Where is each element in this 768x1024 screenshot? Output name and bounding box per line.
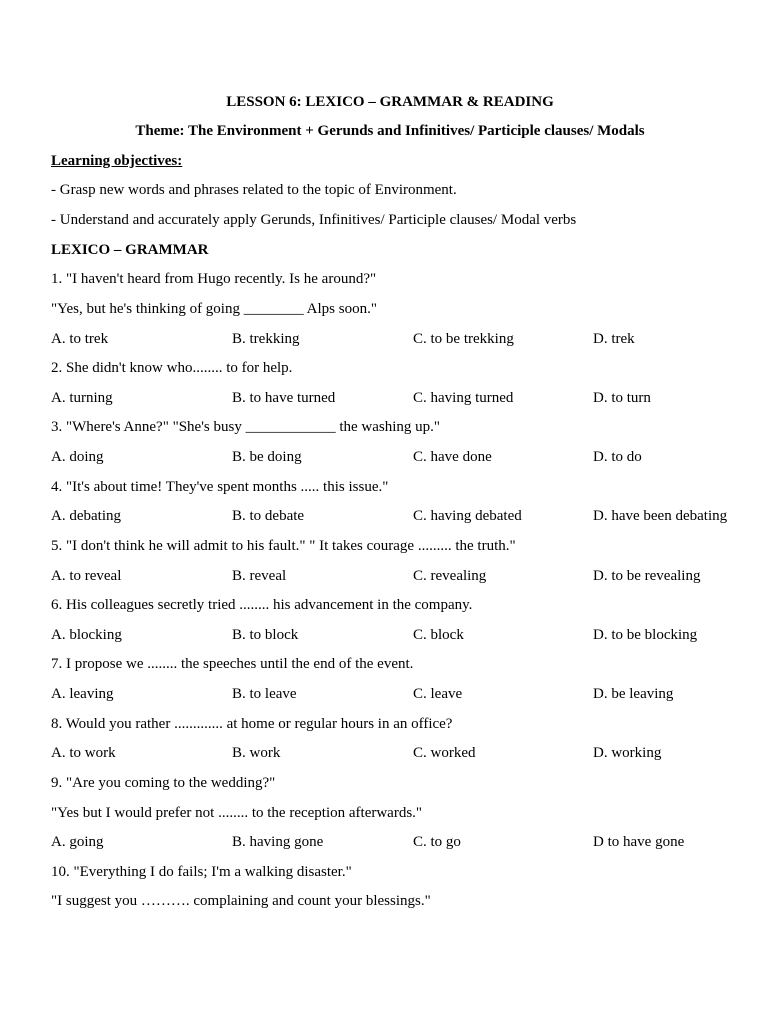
theme-line: Theme: The Environment + Gerunds and Infinitives/ Participle clauses/ Modals: [135, 123, 645, 139]
option-d: D. have been debating: [593, 508, 728, 524]
question-1-stem-2: "Yes, but he's thinking of going ________ Alps soon.": [51, 301, 377, 317]
option-c: C. having debated: [413, 508, 522, 524]
question-10-stem: 10. "Everything I do fails; I'm a walking disaster.": [51, 864, 352, 880]
option-a: A. to trek: [51, 331, 109, 347]
option-d: D. to do: [593, 449, 642, 465]
option-c: C. leave: [413, 686, 463, 702]
question-5-stem: 5. "I don't think he will admit to his fault." " It takes courage ......... the truth.": [51, 538, 516, 554]
option-a: A. to reveal: [51, 568, 122, 584]
option-d: D. trek: [593, 331, 635, 347]
option-d: D. working: [593, 745, 662, 761]
option-b: B. trekking: [232, 331, 300, 347]
section-heading: LEXICO – GRAMMAR: [51, 242, 209, 258]
option-a: A. doing: [51, 449, 104, 465]
option-c: C. to be trekking: [413, 331, 514, 347]
option-b: B. to have turned: [232, 390, 336, 406]
option-a: A. blocking: [51, 627, 122, 643]
question-1-options: [51, 330, 768, 348]
option-a: A. to work: [51, 745, 116, 761]
option-c: C. worked: [413, 745, 476, 761]
question-6-stem: 6. His colleagues secretly tried ........ his advancement in the company.: [51, 597, 473, 613]
option-a: A. going: [51, 834, 104, 850]
question-7-stem: 7. I propose we ........ the speeches until the end of the event.: [51, 656, 414, 672]
option-b: B. to leave: [232, 686, 297, 702]
objective-item: - Understand and accurately apply Gerunds, Infinitives/ Participle clauses/ Modal verbs: [51, 212, 577, 228]
option-b: B. to block: [232, 627, 299, 643]
question-3-stem: 3. "Where's Anne?" "She's busy ____________ the washing up.": [51, 419, 441, 435]
option-b: B. to debate: [232, 508, 305, 524]
option-a: A. debating: [51, 508, 121, 524]
question-9-options: [51, 833, 768, 851]
question-4-options: [51, 507, 768, 525]
option-d: D. to be blocking: [593, 627, 698, 643]
question-9-stem: 9. "Are you coming to the wedding?": [51, 775, 276, 791]
question-2-options: [51, 389, 768, 407]
objective-item: - Grasp new words and phrases related to the topic of Environment.: [51, 182, 457, 198]
lesson-title: LESSON 6: LEXICO – GRAMMAR & READING: [226, 94, 554, 110]
option-a: A. turning: [51, 390, 113, 406]
option-c: C. having turned: [413, 390, 514, 406]
option-b: B. reveal: [232, 568, 287, 584]
question-7-options: [51, 685, 768, 703]
option-d: D. be leaving: [593, 686, 674, 702]
question-4-stem: 4. "It's about time! They've spent months ..... this issue.": [51, 479, 389, 495]
option-b: B. be doing: [232, 449, 302, 465]
option-c: C. to go: [413, 834, 461, 850]
option-d: D. to be revealing: [593, 568, 701, 584]
option-c: C. revealing: [413, 568, 487, 584]
option-b: B. work: [232, 745, 281, 761]
question-8-options: [51, 744, 768, 762]
question-10-stem-2: "I suggest you ………. complaining and count your blessings.": [51, 893, 431, 909]
question-2-stem: 2. She didn't know who........ to for help.: [51, 360, 293, 376]
option-b: B. having gone: [232, 834, 324, 850]
option-a: A. leaving: [51, 686, 114, 702]
question-9-stem-2: "Yes but I would prefer not ........ to the reception afterwards.": [51, 805, 423, 821]
option-c: C. have done: [413, 449, 492, 465]
objectives-heading: Learning objectives:: [51, 153, 183, 169]
question-6-options: [51, 626, 768, 644]
option-c: C. block: [413, 627, 464, 643]
question-1-stem: 1. "I haven't heard from Hugo recently. Is he around?": [51, 271, 377, 287]
option-d: D to have gone: [593, 834, 685, 850]
option-d: D. to turn: [593, 390, 651, 406]
question-5-options: [51, 567, 768, 585]
question-3-options: [51, 448, 768, 466]
question-8-stem: 8. Would you rather ............. at home or regular hours in an office?: [51, 716, 453, 732]
